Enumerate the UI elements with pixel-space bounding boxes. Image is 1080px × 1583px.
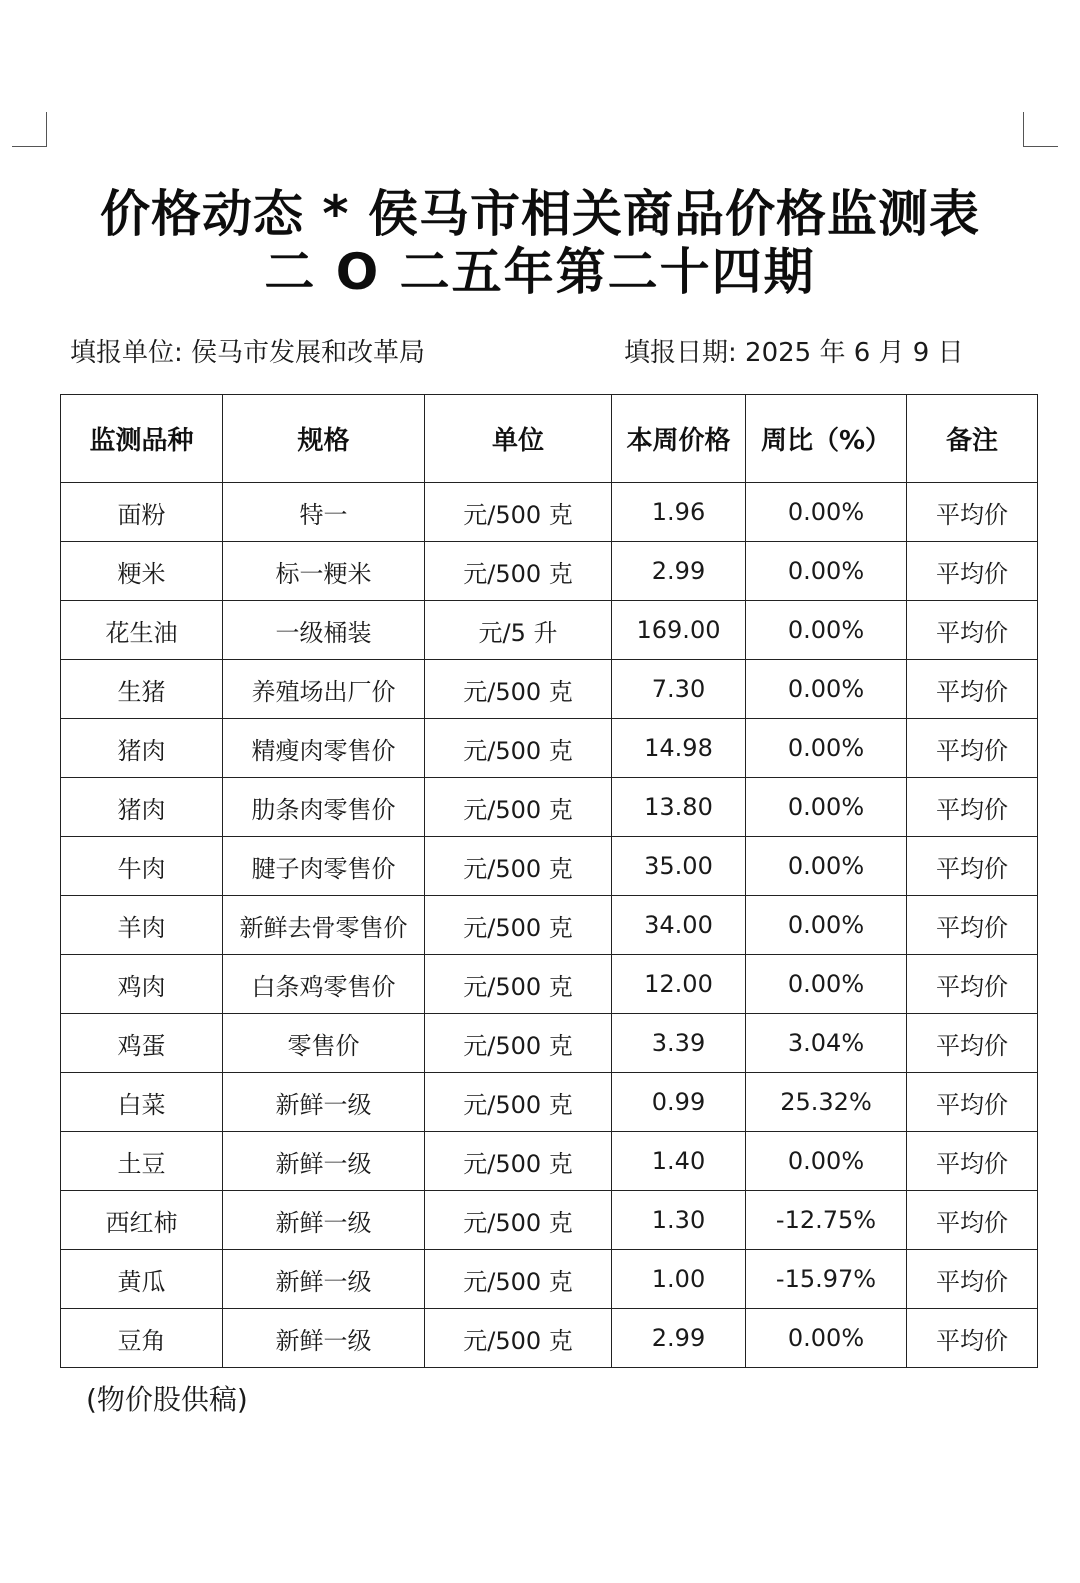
cell-spec: 新鲜一级 [223,1132,425,1191]
cell-change: 3.04% [746,1014,907,1073]
cell-note: 平均价 [907,660,1038,719]
price-monitoring-table [60,394,1038,1368]
crop-mark-top-left [12,112,47,147]
cell-change: 0.00% [746,660,907,719]
cell-spec: 标一粳米 [223,542,425,601]
cell-unit: 元/500 克 [425,542,612,601]
header-unit: 单位 [425,395,612,483]
reporting-unit: 填报单位: 侯马市发展和改革局 [70,338,426,368]
table-row [61,542,1038,601]
cell-change: 0.00% [746,483,907,542]
table-row [61,1014,1038,1073]
cell-item: 豆角 [61,1309,223,1368]
cell-change: 0.00% [746,837,907,896]
cell-spec: 白条鸡零售价 [223,955,425,1014]
cell-spec: 新鲜一级 [223,1073,425,1132]
cell-unit: 元/500 克 [425,896,612,955]
header-price: 本周价格 [612,395,746,483]
cell-change: 25.32% [746,1073,907,1132]
cell-spec: 精瘦肉零售价 [223,719,425,778]
cell-price: 7.30 [612,660,746,719]
cell-unit: 元/500 克 [425,837,612,896]
crop-mark-top-right [1023,112,1058,147]
cell-item: 黄瓜 [61,1250,223,1309]
cell-unit: 元/500 克 [425,1309,612,1368]
document-title: 价格动态 * 侯马市相关商品价格监测表 [100,185,980,243]
cell-price: 13.80 [612,778,746,837]
cell-price: 1.00 [612,1250,746,1309]
cell-item: 鸡肉 [61,955,223,1014]
table-row [61,719,1038,778]
cell-spec: 新鲜一级 [223,1191,425,1250]
cell-note: 平均价 [907,1014,1038,1073]
cell-item: 生猪 [61,660,223,719]
cell-change: -12.75% [746,1191,907,1250]
cell-price: 3.39 [612,1014,746,1073]
cell-item: 花生油 [61,601,223,660]
cell-price: 14.98 [612,719,746,778]
cell-price: 169.00 [612,601,746,660]
cell-price: 34.00 [612,896,746,955]
table-row [61,955,1038,1014]
header-spec: 规格 [223,395,425,483]
cell-change: 0.00% [746,542,907,601]
cell-spec: 肋条肉零售价 [223,778,425,837]
cell-unit: 元/500 克 [425,719,612,778]
cell-note: 平均价 [907,601,1038,660]
cell-item: 面粉 [61,483,223,542]
cell-note: 平均价 [907,1191,1038,1250]
source-note: (物价股供稿) [86,1383,248,1416]
cell-note: 平均价 [907,1250,1038,1309]
cell-change: 0.00% [746,719,907,778]
table-row [61,1309,1038,1368]
table-row [61,837,1038,896]
cell-spec: 特一 [223,483,425,542]
cell-note: 平均价 [907,837,1038,896]
cell-item: 羊肉 [61,896,223,955]
cell-unit: 元/500 克 [425,1250,612,1309]
table-row [61,1250,1038,1309]
cell-note: 平均价 [907,483,1038,542]
cell-unit: 元/500 克 [425,1191,612,1250]
header-change: 周比（%） [746,395,907,483]
header-note: 备注 [907,395,1038,483]
cell-change: 0.00% [746,1132,907,1191]
cell-spec: 新鲜一级 [223,1250,425,1309]
table-row [61,601,1038,660]
cell-price: 0.99 [612,1073,746,1132]
cell-unit: 元/500 克 [425,955,612,1014]
issue-number: 二 O 二五年第二十四期 [264,243,816,301]
cell-note: 平均价 [907,955,1038,1014]
cell-item: 粳米 [61,542,223,601]
cell-item: 土豆 [61,1132,223,1191]
table-row [61,483,1038,542]
table-row [61,1191,1038,1250]
cell-spec: 零售价 [223,1014,425,1073]
cell-change: 0.00% [746,778,907,837]
cell-unit: 元/500 克 [425,1132,612,1191]
cell-spec: 新鲜一级 [223,1309,425,1368]
cell-price: 1.40 [612,1132,746,1191]
cell-note: 平均价 [907,542,1038,601]
cell-spec: 新鲜去骨零售价 [223,896,425,955]
cell-item: 猪肉 [61,719,223,778]
cell-spec: 养殖场出厂价 [223,660,425,719]
cell-spec: 一级桶装 [223,601,425,660]
cell-change: 0.00% [746,601,907,660]
cell-note: 平均价 [907,1132,1038,1191]
cell-unit: 元/5 升 [425,601,612,660]
cell-price: 2.99 [612,542,746,601]
cell-note: 平均价 [907,1073,1038,1132]
table-row [61,896,1038,955]
cell-price: 1.30 [612,1191,746,1250]
cell-unit: 元/500 克 [425,660,612,719]
cell-note: 平均价 [907,778,1038,837]
header-item: 监测品种 [61,395,223,483]
cell-change: -15.97% [746,1250,907,1309]
cell-price: 35.00 [612,837,746,896]
cell-price: 2.99 [612,1309,746,1368]
table-row [61,778,1038,837]
cell-change: 0.00% [746,955,907,1014]
cell-unit: 元/500 克 [425,778,612,837]
cell-item: 白菜 [61,1073,223,1132]
cell-note: 平均价 [907,719,1038,778]
cell-unit: 元/500 克 [425,1014,612,1073]
reporting-date: 填报日期: 2025 年 6 月 9 日 [624,338,964,368]
cell-change: 0.00% [746,1309,907,1368]
cell-item: 西红柿 [61,1191,223,1250]
cell-note: 平均价 [907,896,1038,955]
table-row [61,1132,1038,1191]
cell-unit: 元/500 克 [425,483,612,542]
cell-spec: 腱子肉零售价 [223,837,425,896]
cell-price: 12.00 [612,955,746,1014]
cell-item: 鸡蛋 [61,1014,223,1073]
table-row [61,1073,1038,1132]
table-header-row [61,395,1038,483]
cell-price: 1.96 [612,483,746,542]
table-row [61,660,1038,719]
cell-change: 0.00% [746,896,907,955]
cell-item: 猪肉 [61,778,223,837]
cell-unit: 元/500 克 [425,1073,612,1132]
cell-note: 平均价 [907,1309,1038,1368]
cell-item: 牛肉 [61,837,223,896]
